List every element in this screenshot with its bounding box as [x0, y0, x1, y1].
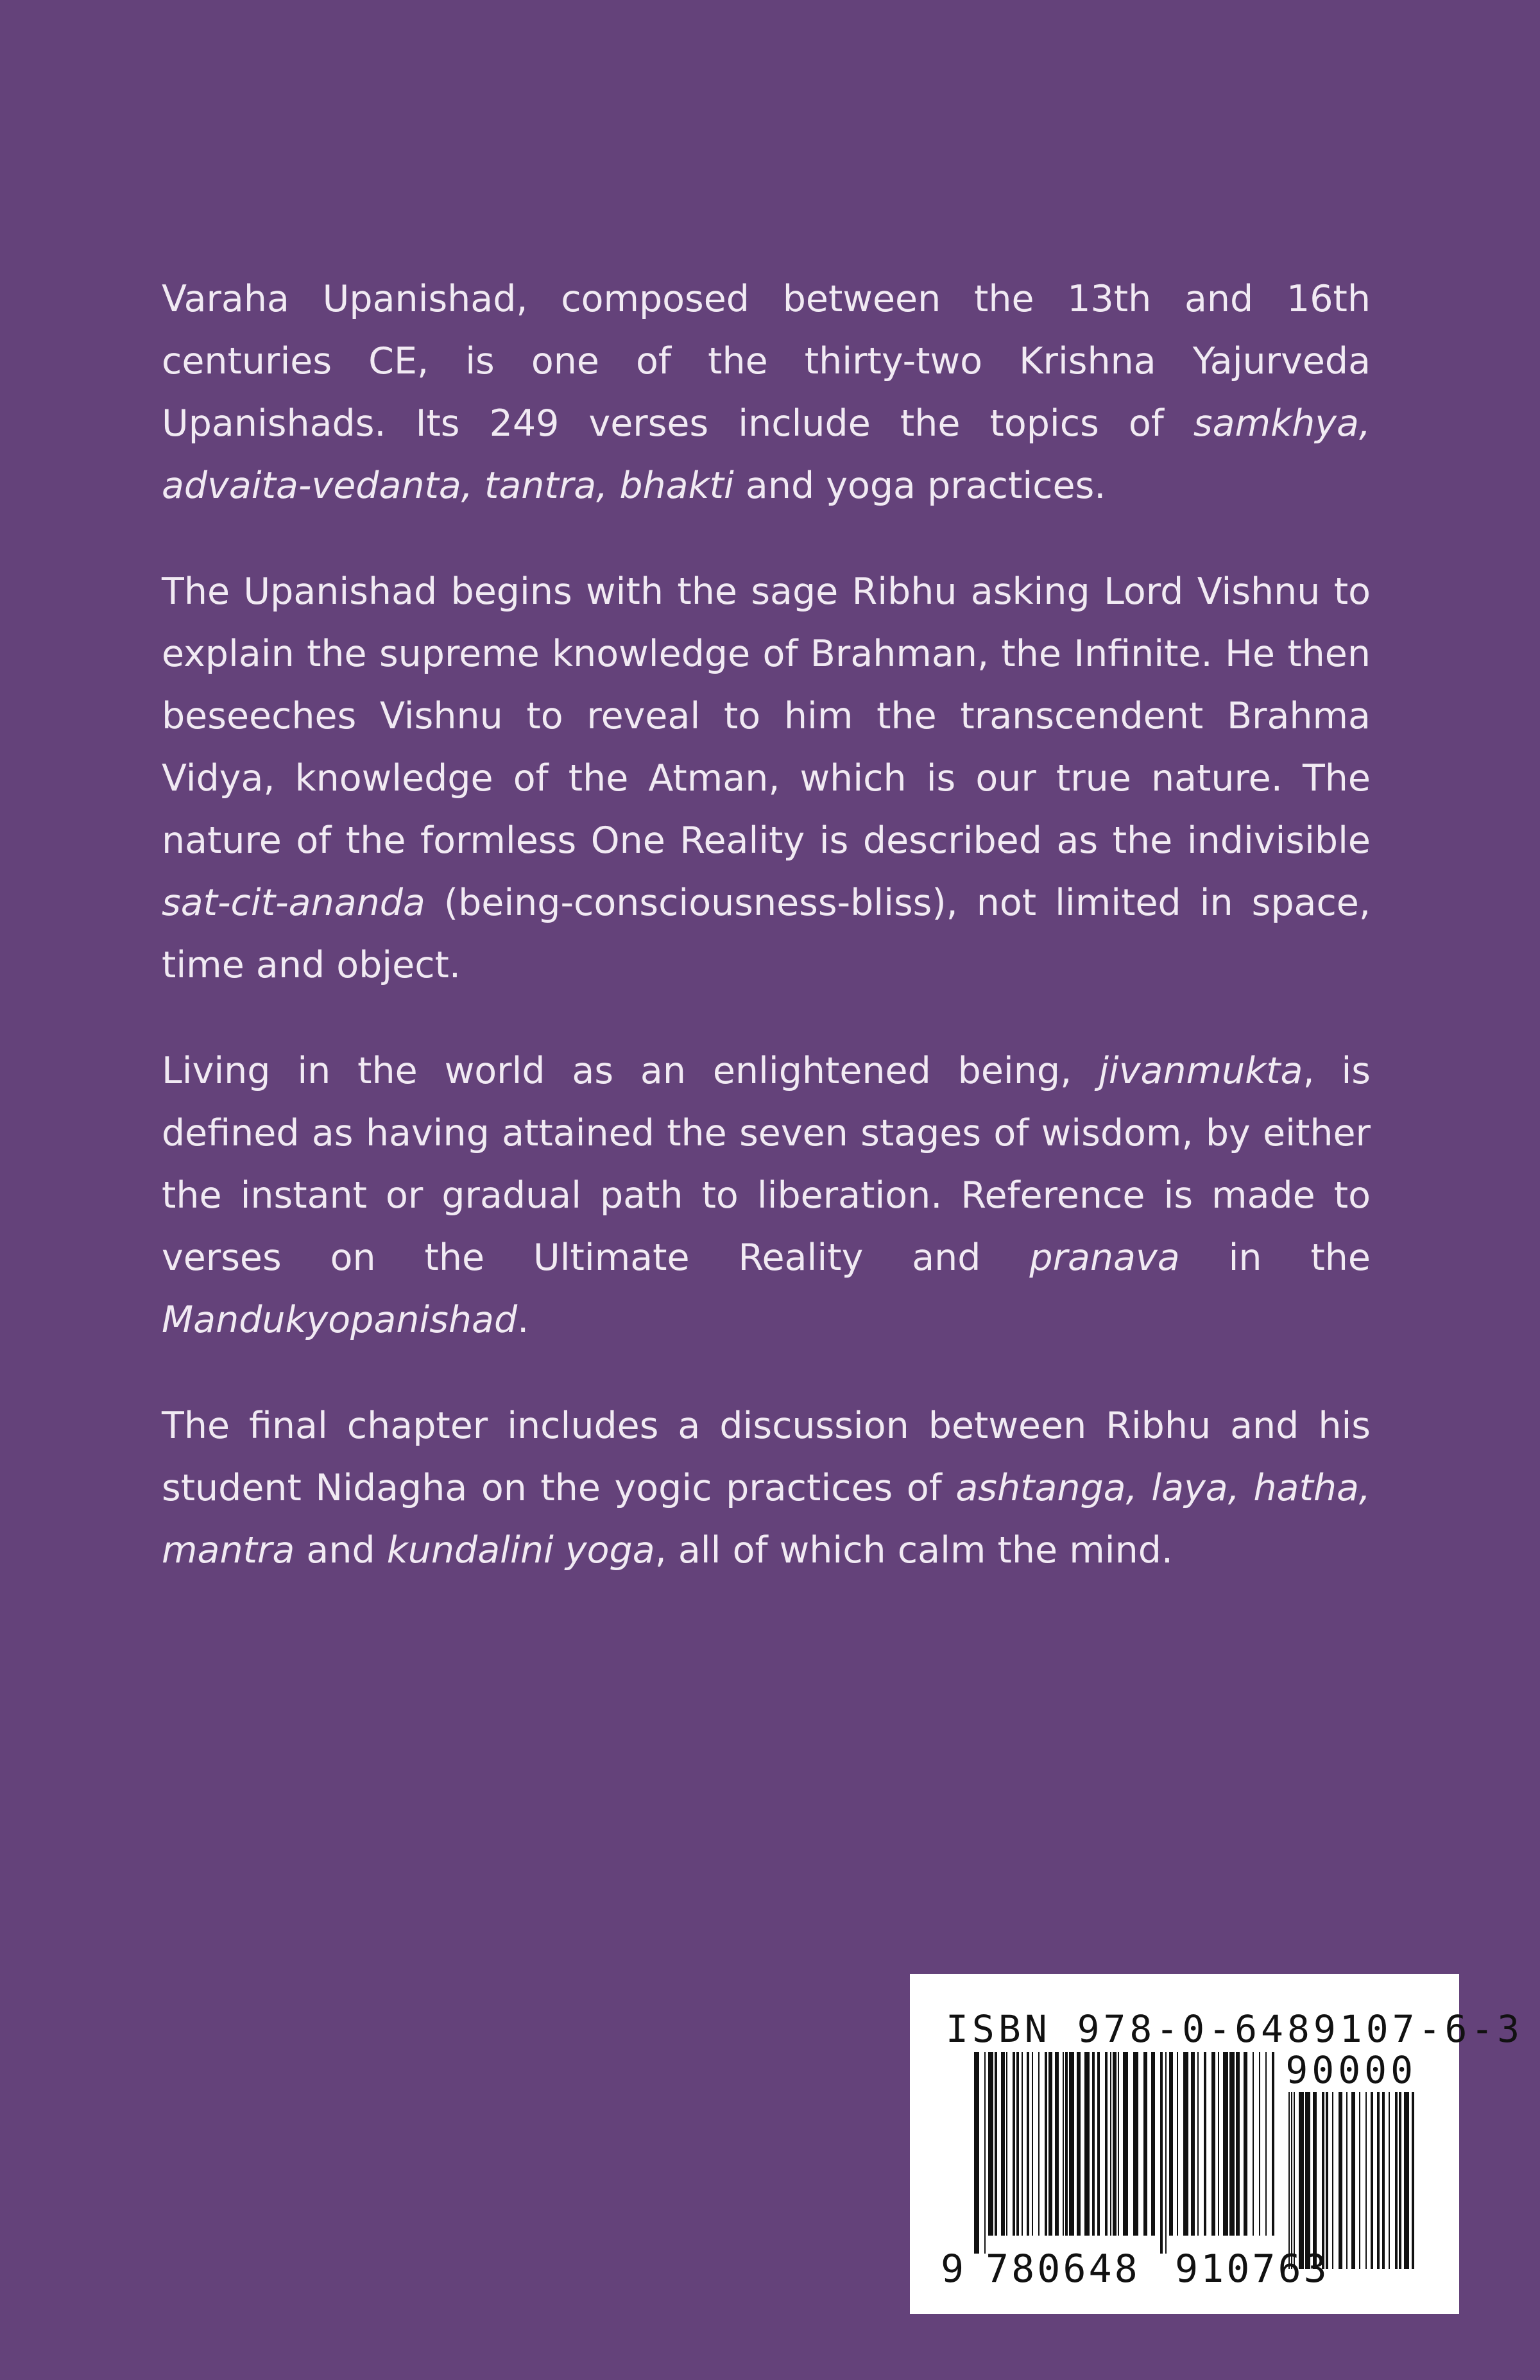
barcode-bar — [1377, 2092, 1380, 2269]
barcode-bar — [1404, 2092, 1409, 2269]
italic-term: jivanmukta — [1099, 1050, 1303, 1092]
barcode-bar — [1027, 2052, 1029, 2236]
barcode-bar — [1399, 2092, 1401, 2269]
barcode-bar — [1223, 2052, 1228, 2236]
barcode-bar — [1288, 2092, 1290, 2269]
barcode-bar — [1006, 2052, 1007, 2236]
barcode-bar — [1265, 2052, 1267, 2236]
barcode-bar — [1123, 2052, 1128, 2236]
barcode-bar — [1339, 2092, 1342, 2269]
barcode-bar — [1259, 2052, 1260, 2236]
barcode-bar — [1365, 2092, 1367, 2269]
barcode-bar — [1077, 2052, 1081, 2236]
text-run: Living in the world as an enlightened being, — [162, 1050, 1099, 1092]
barcode-bar — [1371, 2092, 1373, 2269]
blurb-paragraph — [162, 1395, 1371, 1582]
barcode-bar — [1110, 2052, 1111, 2236]
ean-digit-group-left: 780648 — [986, 2247, 1140, 2291]
text-run: in the — [1179, 1237, 1371, 1279]
barcode-guard-bar — [1160, 2052, 1163, 2254]
text-run: The final chapter includes a discussion between Ribhu and his student Nidagha on the yogic practices of — [162, 1405, 1371, 1509]
blurb-text — [162, 268, 1371, 1625]
barcode-bar — [1032, 2052, 1033, 2236]
text-run: (being-consciousness-bliss), not limited in space, time and object. — [162, 882, 1371, 986]
barcode-bar — [1055, 2052, 1059, 2236]
barcode-bar — [1253, 2052, 1254, 2236]
ean-digit-group-right: 910763 — [1175, 2247, 1330, 2291]
barcode-bar — [1291, 2092, 1292, 2269]
barcode-bar — [1197, 2052, 1199, 2236]
barcode-bar — [1113, 2052, 1116, 2236]
barcode-bar — [1218, 2052, 1219, 2236]
italic-term: pranava — [1029, 1237, 1180, 1279]
barcode-bar — [988, 2052, 993, 2236]
blurb-paragraph — [162, 268, 1371, 517]
barcode-bar — [1332, 2092, 1333, 2269]
barcode-guard-bar — [1165, 2052, 1167, 2254]
blurb-paragraph — [162, 1040, 1371, 1351]
barcode-bar — [1299, 2092, 1304, 2269]
barcode-bar — [1001, 2052, 1005, 2236]
price-code-label: 90000 — [1285, 2048, 1417, 2092]
barcode-bar — [1069, 2052, 1074, 2236]
barcode-bar — [1084, 2052, 1090, 2236]
barcode-bar — [1177, 2052, 1178, 2236]
italic-term: Mandukyopanishad — [162, 1299, 518, 1341]
barcode-bar — [1191, 2052, 1195, 2236]
barcode-bar — [995, 2052, 997, 2236]
barcode-bar — [1382, 2092, 1385, 2269]
barcode-bar — [1105, 2052, 1108, 2236]
barcode-bar — [1412, 2092, 1414, 2269]
barcode-bar — [1346, 2092, 1348, 2269]
barcode-bar — [1118, 2052, 1119, 2236]
barcode-bar — [1092, 2052, 1095, 2236]
blurb-paragraph — [162, 561, 1371, 997]
barcode-bar — [1244, 2052, 1247, 2236]
italic-term: ashtanga, laya, hatha, mantra — [162, 1467, 1371, 1571]
barcode-bar — [1097, 2052, 1100, 2236]
text-run: , is defined as having attained the seven stages of wisdom, by either the instant or gradual path to liberation. Reference is made to verses on the Ultimate Reality and — [162, 1050, 1371, 1279]
barcode-bar — [1351, 2092, 1355, 2269]
text-run: The Upanishad begins with the sage Ribhu asking Lord Vishnu to explain the supreme knowledge of Brahman, the Infinite. He then beseeches Vishnu to reveal to him the transcendent Brahma Vidya, knowledge of the Atman, which is our true nature. The nature of the formless One Reality is described as the indivisible — [162, 570, 1371, 862]
barcode-bar — [1048, 2052, 1052, 2236]
ean-lead-digit: 9 — [941, 2247, 967, 2291]
barcode-bar — [1016, 2052, 1019, 2236]
barcode-bar — [1022, 2052, 1023, 2236]
barcode-bar — [1395, 2092, 1398, 2269]
barcode-bar — [1133, 2052, 1138, 2236]
barcode-bar — [1183, 2052, 1188, 2236]
isbn-label: ISBN 978-0-6489107-6-3 — [946, 2007, 1524, 2051]
text-run: and yoga practices. — [733, 465, 1106, 507]
barcode-bar — [1211, 2052, 1215, 2236]
barcode-bar — [1294, 2092, 1295, 2269]
price-addon-bars — [1288, 2092, 1414, 2269]
barcode-bar — [1169, 2052, 1173, 2236]
ean-digits — [941, 2247, 1330, 2291]
barcode-bar — [1305, 2092, 1310, 2269]
barcode-bar — [1038, 2052, 1040, 2236]
barcode-bar — [1322, 2092, 1324, 2269]
barcode-bar — [1045, 2052, 1047, 2236]
barcode-guard-bar — [974, 2052, 979, 2254]
isbn-barcode-panel — [910, 1974, 1524, 2314]
barcode-guard-bar — [984, 2052, 986, 2254]
barcode-bar — [1272, 2052, 1274, 2236]
barcode-bar — [1013, 2052, 1015, 2236]
barcode-bar — [1065, 2052, 1068, 2236]
main-barcode-bars — [974, 2052, 1274, 2254]
barcode-bar — [1143, 2052, 1147, 2236]
italic-term: sat-cit-ananda — [162, 882, 425, 924]
barcode-bar — [1359, 2092, 1360, 2269]
text-run: and — [295, 1529, 387, 1571]
barcode-bar — [1151, 2052, 1155, 2236]
barcode-bar — [1313, 2092, 1317, 2269]
barcode-bar — [1063, 2052, 1064, 2236]
italic-term: kundalini yoga — [386, 1529, 655, 1571]
barcode-bar — [1326, 2092, 1328, 2269]
text-run: Varaha Upanishad, composed between the 13th and 16th centuries CE, is one of the thirty-two Krishna Yajurveda Upanishads. Its 249 verses include the topics of — [162, 278, 1371, 445]
barcode-bar — [1229, 2052, 1235, 2236]
italic-term: samkhya, advaita-vedanta, tantra, bhakti — [162, 402, 1371, 507]
text-run: , all of which calm the mind. — [654, 1529, 1174, 1571]
barcode-bar — [1204, 2052, 1206, 2236]
barcode-bar — [1236, 2052, 1240, 2236]
text-run: . — [517, 1299, 529, 1341]
barcode-bar — [1389, 2092, 1390, 2269]
